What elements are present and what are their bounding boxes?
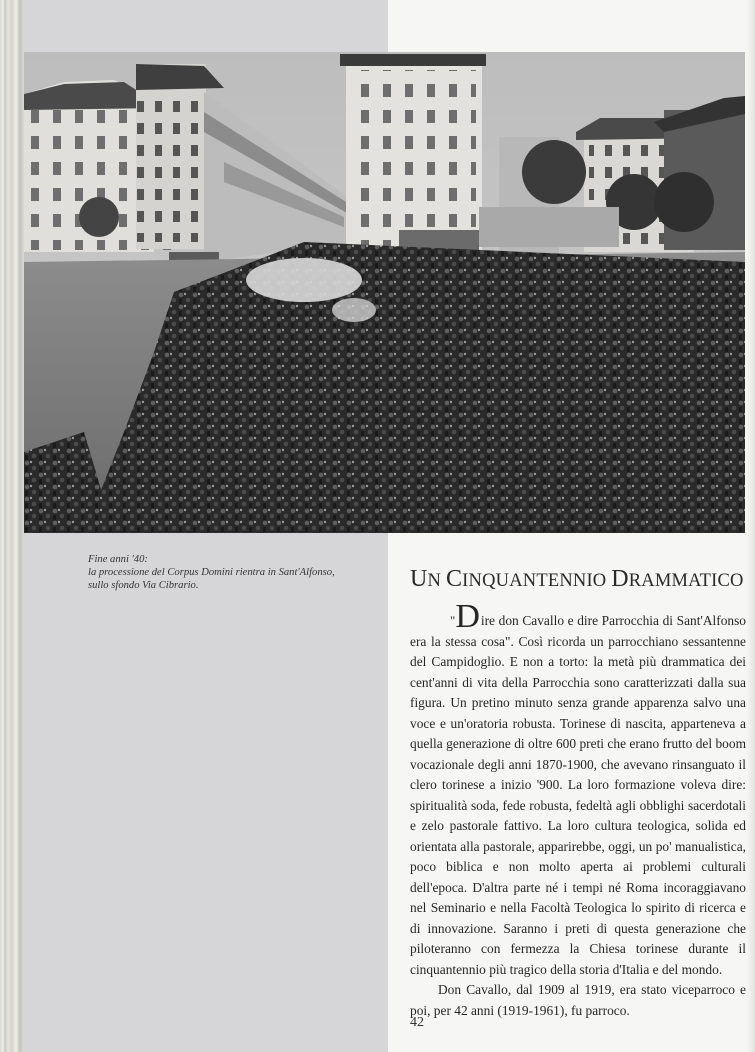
title-part: INQUANTENNIO: [462, 571, 612, 591]
title-part: N: [427, 571, 446, 591]
photo-procession-canopy: [246, 258, 362, 302]
photo-caption: [88, 553, 378, 592]
title-initial: D: [611, 566, 629, 592]
photo-illustration: [24, 52, 745, 533]
title-initial: U: [410, 566, 428, 592]
photo-tree: [522, 140, 586, 204]
paragraph-text: ire don Cavallo e dire Parrocchia di Sant'Alfonso era la stessa cosa". Così ricorda un parrocchiano sessantenne del Campidoglio. E non a torto: la metà più drammatica dei cent'anni di vita della Parrocchia sono caratterizzati dalla sua figura. Un pretino minuto senza grande apparenza salvo una voce e un'oratoria robusta. Torinese di nascita, apparteneva a quella generazione di oltre 600 preti che erano frutto del boom vocazionale degli anni 1870-1900, che avevano rinsanguato il clero torinese a inizio '900. La loro formazione voleva dire: spiritualità soda, fede robusta, fedeltà agli obblighi sacerdotali e zelo pastorale fattivo. La loro cultura teologica, solida ed orientata alla pastorale, apparirebbe, oggi, un po' manualistica, poco biblica e non molto aperta ai problemi culturali dell'epoca. D'altra parte né i tempi né Roma incoraggiavano nel Seminario e nella Facoltà Teologica lo spirito di ricerca e di innovazione. Saranno i preti di questa generazione che piloteranno con fermezza la Chiesa torinese durante il cinquantennio più tragico della storia d'Italia e del mondo.: [410, 613, 746, 977]
article-paragraph: Don Cavallo, dal 1909 al 1919, era stato viceparroco e poi, per 42 anni (1919-1961), fu parroco.: [410, 982, 746, 1018]
photo-tree: [79, 197, 119, 237]
historic-photo-procession: [24, 52, 745, 533]
title-initial: C: [445, 566, 463, 592]
article-body: [410, 598, 746, 1021]
caption-line: la processione del Corpus Domini rientra in Sant'Alfonso,: [88, 567, 335, 578]
opening-quote: ": [450, 613, 456, 628]
title-part: RAMMATICO: [628, 571, 744, 591]
page-number: 42: [410, 1015, 424, 1030]
page-edge-shadow: [747, 0, 755, 1052]
photo-building-center: [340, 54, 486, 256]
article-paragraph: [410, 598, 746, 980]
article-title: [410, 566, 744, 593]
photo-building-left: [24, 64, 224, 252]
drop-cap: D: [455, 598, 480, 635]
caption-line: sullo sfondo Via Cibrario.: [88, 580, 199, 591]
book-binding-gutter: [0, 0, 24, 1052]
caption-line: Fine anni '40:: [88, 554, 148, 565]
photo-tree: [654, 172, 714, 232]
